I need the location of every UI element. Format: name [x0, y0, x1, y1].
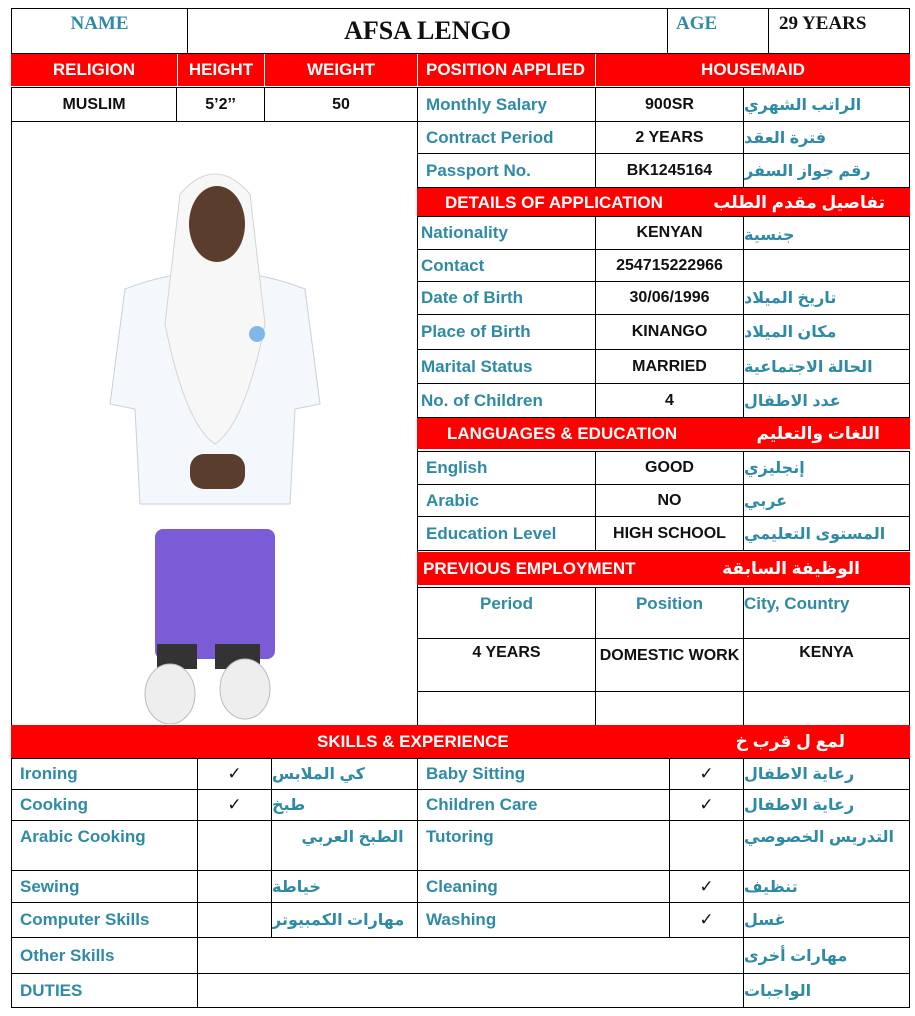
contact-value: 254715222966 [595, 249, 744, 282]
ironing-check-icon: ✓ [197, 758, 272, 790]
prev-empty-1 [417, 691, 596, 727]
pob-label: Place of Birth [417, 314, 596, 350]
arabic-value: NO [595, 484, 744, 517]
baby-sitting-check-icon: ✓ [669, 758, 744, 790]
marital-label: Marital Status [417, 349, 596, 384]
cooking-check-icon: ✓ [197, 789, 272, 821]
other-skills-value [197, 937, 744, 974]
skill-tutoring: Tutoring [417, 820, 670, 871]
position-applied-header: POSITION APPLIED [417, 54, 595, 86]
skill-sewing: Sewing [11, 870, 198, 903]
name-label: NAME [11, 8, 188, 54]
prev-empty-2 [595, 691, 744, 727]
skill-baby-sitting: Baby Sitting [417, 758, 670, 790]
skill-cooking-ar: طبخ [271, 789, 418, 821]
other-skills-label-ar: مهارات أخرى [743, 937, 910, 974]
skill-arabic-cooking: Arabic Cooking [11, 820, 198, 871]
nationality-value: KENYAN [595, 216, 744, 250]
pob-label-ar: مكان الميلاد [743, 314, 910, 350]
washing-check-icon: ✓ [669, 902, 744, 938]
details-header-en: DETAILS OF APPLICATION [445, 192, 663, 212]
skill-ironing: Ironing [11, 758, 198, 790]
skill-cooking: Cooking [11, 789, 198, 821]
salary-label: Monthly Salary [417, 87, 596, 122]
children-care-check-icon: ✓ [669, 789, 744, 821]
prev-city-header: City, Country [743, 587, 910, 639]
computer-check-icon [197, 902, 272, 938]
skill-ironing-ar: كي الملابس [271, 758, 418, 790]
skill-cleaning: Cleaning [417, 870, 670, 903]
marital-value: MARRIED [595, 349, 744, 384]
duties-value [197, 973, 744, 1008]
education-label-ar: المستوى التعليمي [743, 516, 910, 551]
children-label: No. of Children [417, 383, 596, 418]
arabic-cooking-check-icon [197, 820, 272, 871]
skills-header [11, 725, 910, 758]
skill-arabic-cooking-ar: الطبخ العربي [271, 820, 418, 871]
skill-sewing-ar: خياطة [271, 870, 418, 903]
education-value: HIGH SCHOOL [595, 516, 744, 551]
languages-header-en: LANGUAGES & EDUCATION [447, 423, 678, 443]
person-figure-icon [95, 124, 335, 724]
tutoring-check-icon [669, 820, 744, 871]
children-label-ar: عدد الاطفال [743, 383, 910, 418]
salary-label-ar: الراتب الشهري [743, 87, 910, 122]
english-value: GOOD [595, 451, 744, 485]
contract-label: Contract Period [417, 121, 596, 154]
age-value: 29 YEARS [768, 8, 910, 54]
skill-baby-sitting-ar: رعاية الاطفال [743, 758, 910, 790]
dob-value: 30/06/1996 [595, 281, 744, 315]
religion-value: MUSLIM [11, 87, 177, 122]
prev-header-en: PREVIOUS EMPLOYMENT [423, 558, 636, 578]
languages-header [417, 418, 910, 449]
children-value: 4 [595, 383, 744, 418]
contract-value: 2 YEARS [595, 121, 744, 154]
height-header: HEIGHT [177, 54, 264, 86]
prev-position-header: Position [595, 587, 744, 639]
skill-children-care: Children Care [417, 789, 670, 821]
nationality-label: Nationality [417, 216, 596, 250]
height-value: 5’2’’ [176, 87, 265, 122]
details-header [417, 188, 910, 217]
contact-label: Contact [417, 249, 596, 282]
prev-empty-3 [743, 691, 910, 727]
arabic-label: Arabic [417, 484, 596, 517]
nationality-label-ar: جنسية [743, 216, 910, 250]
other-skills-label: Other Skills [11, 937, 198, 974]
skill-children-care-ar: رعاية الاطفال [743, 789, 910, 821]
prev-period-value: 4 YEARS [417, 638, 596, 692]
english-label-ar: إنجليزي [743, 451, 910, 485]
prev-city-value: KENYA [743, 638, 910, 692]
marital-label-ar: الحالة الاجتماعية [743, 349, 910, 384]
arabic-label-ar: عربي [743, 484, 910, 517]
skills-header-en: SKILLS & EXPERIENCE [317, 731, 509, 751]
skill-washing-ar: غسل [743, 902, 910, 938]
skill-washing: Washing [417, 902, 670, 938]
details-header-ar: تفاصيل مقدم الطلب [713, 192, 885, 212]
duties-label: DUTIES [11, 973, 198, 1008]
sewing-check-icon [197, 870, 272, 903]
salary-value: 900SR [595, 87, 744, 122]
duties-label-ar: الواجبات [743, 973, 910, 1008]
cleaning-check-icon: ✓ [669, 870, 744, 903]
weight-value: 50 [264, 87, 418, 122]
dob-label: Date of Birth [417, 281, 596, 315]
previous-employment-header [417, 552, 910, 585]
skills-header-ar: لمع ل قرب خ [735, 731, 845, 751]
passport-label-ar: رقم جواز السفر [743, 153, 910, 188]
contact-label-ar [743, 249, 910, 282]
english-label: English [417, 451, 596, 485]
contract-label-ar: فترة العقد [743, 121, 910, 154]
education-label: Education Level [417, 516, 596, 551]
passport-value: BK1245164 [595, 153, 744, 188]
position-value: HOUSEMAID [595, 54, 910, 86]
age-label: AGE [667, 8, 769, 54]
skill-computer: Computer Skills [11, 902, 198, 938]
skill-tutoring-ar: التدريس الخصوصي [743, 820, 910, 871]
applicant-photo [11, 121, 418, 727]
passport-label: Passport No. [417, 153, 596, 188]
skill-computer-ar: مهارات الكمبيوتر [271, 902, 418, 938]
prev-period-header: Period [417, 587, 596, 639]
prev-position-value: DOMESTIC WORK [595, 638, 744, 692]
applicant-name: AFSA LENGO [187, 8, 668, 54]
skill-cleaning-ar: تنظيف [743, 870, 910, 903]
prev-header-ar: الوظيفة السابقة [722, 558, 860, 578]
weight-header: WEIGHT [264, 54, 417, 86]
religion-header: RELIGION [11, 54, 177, 86]
dob-label-ar: تاريخ الميلاد [743, 281, 910, 315]
pob-value: KINANGO [595, 314, 744, 350]
languages-header-ar: اللغات والتعليم [756, 423, 880, 443]
